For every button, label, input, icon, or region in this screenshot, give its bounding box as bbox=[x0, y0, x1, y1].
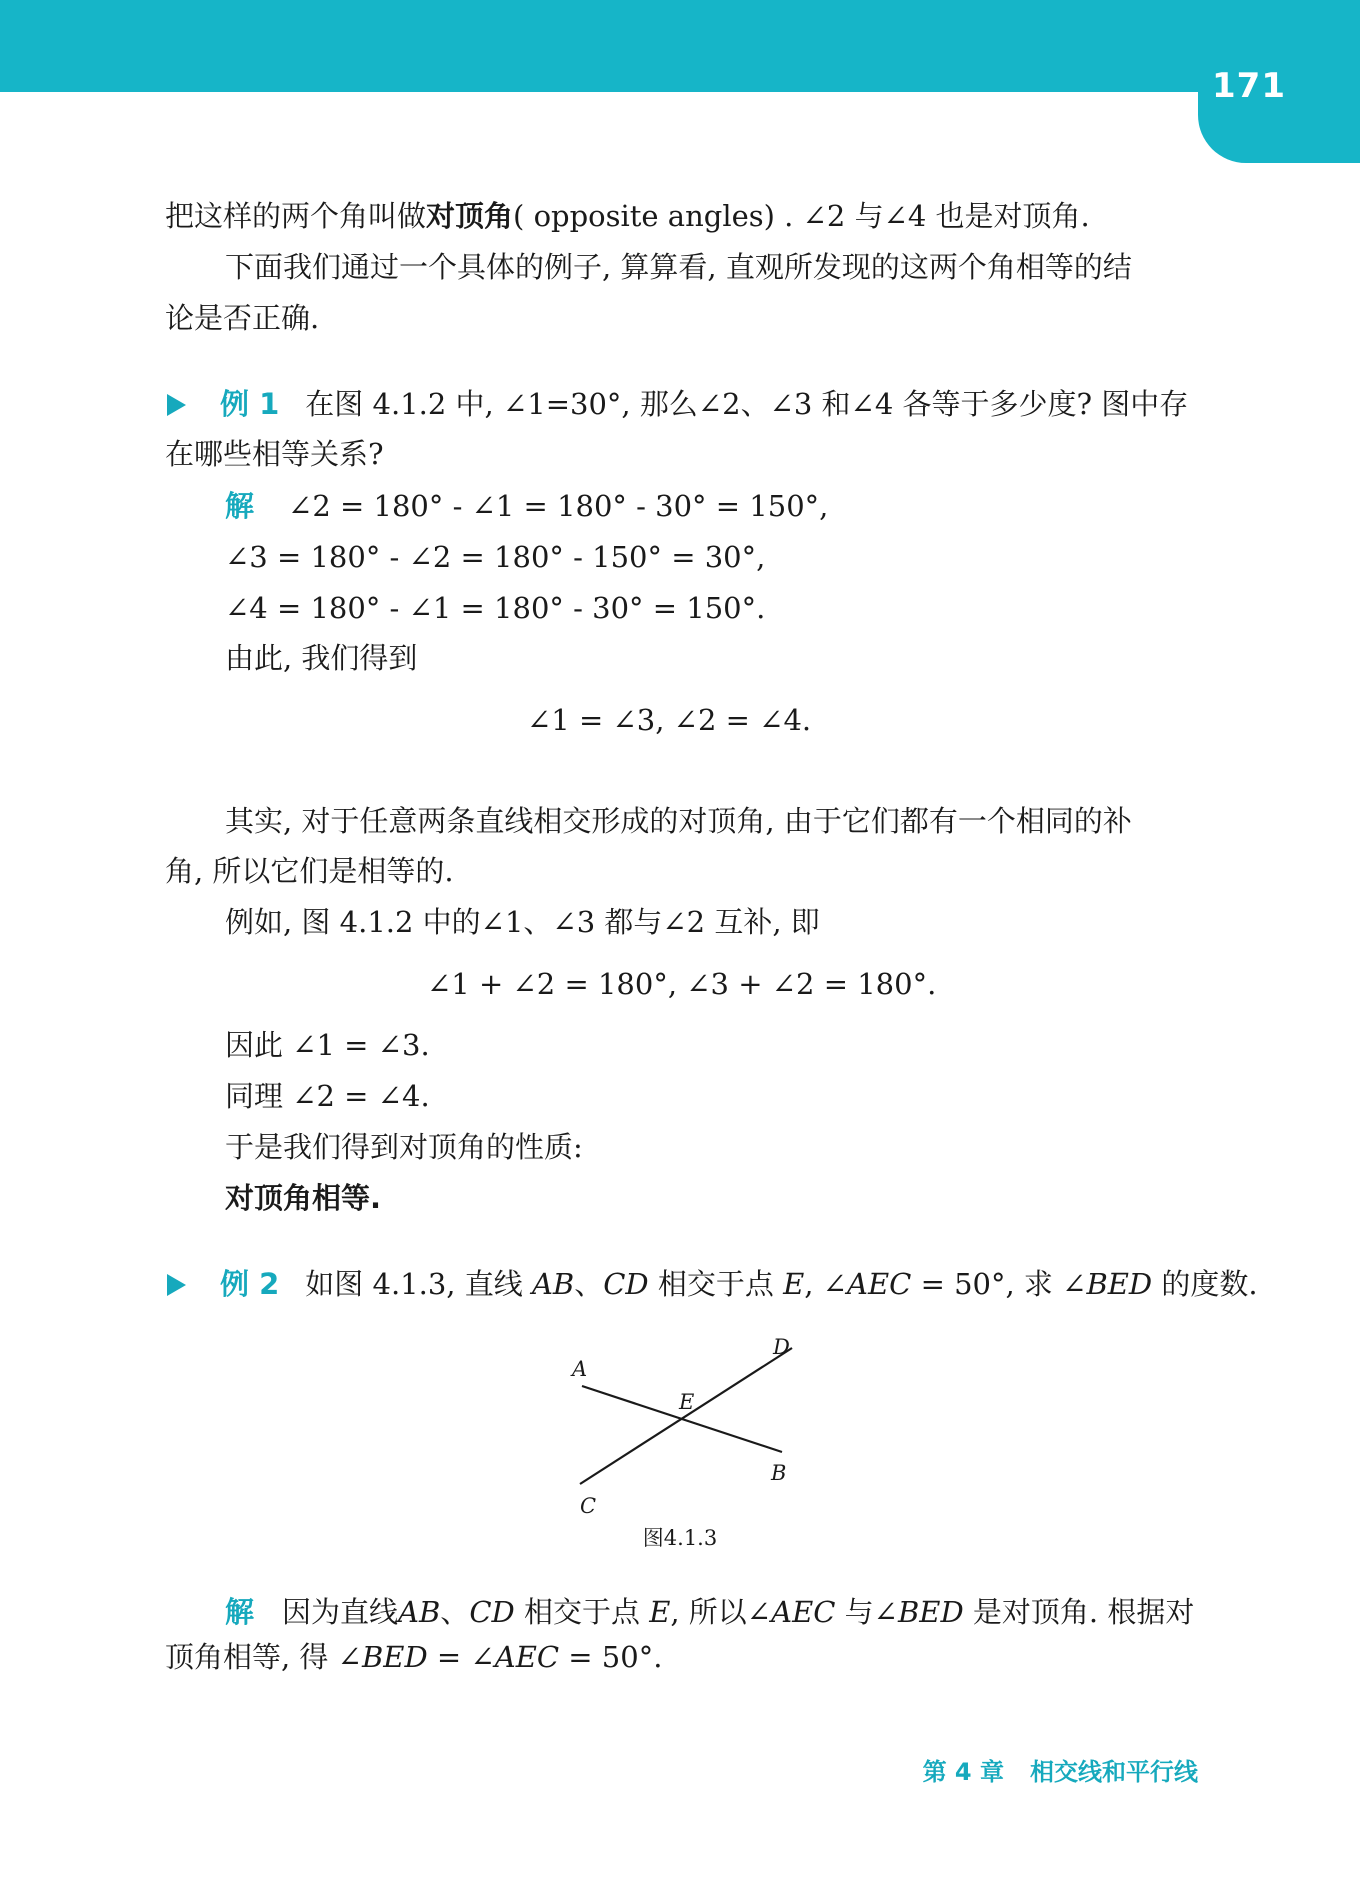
line-name: AB bbox=[398, 1595, 441, 1629]
chapter-title: 相交线和平行线 bbox=[1030, 1758, 1198, 1786]
triangle-bullet-icon bbox=[167, 1274, 186, 1296]
text: 顶角相等, 得 ∠ bbox=[165, 1640, 362, 1674]
example2-question bbox=[167, 1264, 1258, 1304]
paragraph-line: 例如, 图 4.1.2 中的∠1、∠3 都与∠2 互补, 即 bbox=[225, 905, 820, 939]
example1-label: 例 1 bbox=[220, 387, 280, 421]
example1-solution-line bbox=[225, 486, 828, 526]
point-name: E bbox=[783, 1267, 805, 1301]
point-name: E bbox=[649, 1595, 671, 1629]
text: 把这样的两个角叫做 bbox=[165, 199, 427, 233]
text: = 50°. bbox=[559, 1640, 663, 1674]
angle-name: AEC bbox=[847, 1267, 912, 1301]
equation: ∠3 = 180° - ∠2 = 180° - 150° = 30°, bbox=[225, 540, 766, 574]
equation: ∠2 = 180° - ∠1 = 180° - 30° = 150°, bbox=[288, 489, 829, 523]
paragraph-definition bbox=[165, 196, 1090, 236]
solution-label: 解 bbox=[225, 1595, 255, 1629]
line-name: CD bbox=[603, 1267, 649, 1301]
angle-name: BED bbox=[1086, 1267, 1153, 1301]
angle-name: BED bbox=[897, 1595, 964, 1629]
figure-intersecting-lines bbox=[0, 1320, 1360, 1530]
paragraph-line: 其实, 对于任意两条直线相交形成的对顶角, 由于它们都有一个相同的补 bbox=[225, 804, 1132, 838]
text: 相交于点 bbox=[514, 1595, 640, 1629]
text: 的度数. bbox=[1152, 1267, 1258, 1301]
example2-solution-line2 bbox=[165, 1637, 662, 1677]
text: 与∠ bbox=[835, 1595, 898, 1629]
line-name: CD bbox=[469, 1595, 515, 1629]
solution-label: 解 bbox=[225, 489, 255, 523]
label-a: A bbox=[572, 1357, 588, 1381]
text: 同理 ∠2 = ∠4. bbox=[225, 1079, 430, 1113]
example1-question-cont: 在哪些相等关系? bbox=[165, 437, 384, 471]
text: 相交于点 bbox=[648, 1267, 774, 1301]
text: 、 bbox=[574, 1267, 604, 1301]
text: 是对顶角. 根据对 bbox=[963, 1595, 1195, 1629]
text: ( opposite angles) . ∠2 与∠4 也是对顶角. bbox=[513, 199, 1090, 233]
text: , ∠ bbox=[804, 1267, 848, 1301]
angle-name: AEC bbox=[771, 1595, 836, 1629]
chapter-number: 第 4 章 bbox=[922, 1758, 1004, 1786]
example2-solution-line1 bbox=[225, 1592, 1194, 1632]
term-opposite-angles: 对顶角 bbox=[426, 199, 514, 233]
label-e: E bbox=[679, 1390, 695, 1414]
paragraph-line: 下面我们通过一个具体的例子, 算算看, 直观所发现的这两个角相等的结 bbox=[225, 250, 1132, 284]
text: 、 bbox=[440, 1595, 470, 1629]
text: = ∠ bbox=[427, 1640, 495, 1674]
example1-question bbox=[167, 384, 1188, 424]
label-d: D bbox=[773, 1335, 790, 1359]
label-b: B bbox=[771, 1461, 787, 1485]
text: 如图 4.1.3, 直线 bbox=[305, 1267, 523, 1301]
text: 在图 4.1.2 中, ∠1=30°, 那么∠2、∠3 和∠4 各等于多少度? 图中存 bbox=[305, 387, 1189, 421]
text: 因此 ∠1 = ∠3. bbox=[225, 1028, 430, 1062]
equation: ∠4 = 180° - ∠1 = 180° - 30° = 150°. bbox=[225, 591, 766, 625]
header-bar bbox=[0, 0, 1360, 92]
chapter-footer bbox=[923, 1752, 1198, 1787]
angle-name: AEC bbox=[494, 1640, 560, 1674]
example2-label: 例 2 bbox=[220, 1267, 280, 1301]
text: = 50°, 求 ∠ bbox=[911, 1267, 1087, 1301]
line-name: AB bbox=[531, 1267, 575, 1301]
paragraph-line: 论是否正确. bbox=[165, 301, 320, 335]
equation-display: ∠1 = ∠3, ∠2 = ∠4. bbox=[527, 703, 812, 737]
line-cd bbox=[580, 1348, 792, 1484]
label-c: C bbox=[580, 1494, 597, 1518]
equation-display: ∠1 + ∠2 = 180°, ∠3 + ∠2 = 180°. bbox=[427, 967, 937, 1001]
text: , 所以∠ bbox=[670, 1595, 772, 1629]
text: 于是我们得到对顶角的性质: bbox=[225, 1130, 583, 1164]
angle-name: BED bbox=[361, 1640, 428, 1674]
text: 因为直线 bbox=[282, 1595, 399, 1629]
page-number: 171 bbox=[1212, 66, 1286, 106]
triangle-bullet-icon bbox=[167, 394, 186, 416]
figure-caption: 图4.1.3 bbox=[642, 1526, 718, 1550]
paragraph-line: 角, 所以它们是相等的. bbox=[165, 854, 454, 888]
property-statement: 对顶角相等. bbox=[225, 1181, 382, 1215]
text: 由此, 我们得到 bbox=[225, 641, 418, 675]
